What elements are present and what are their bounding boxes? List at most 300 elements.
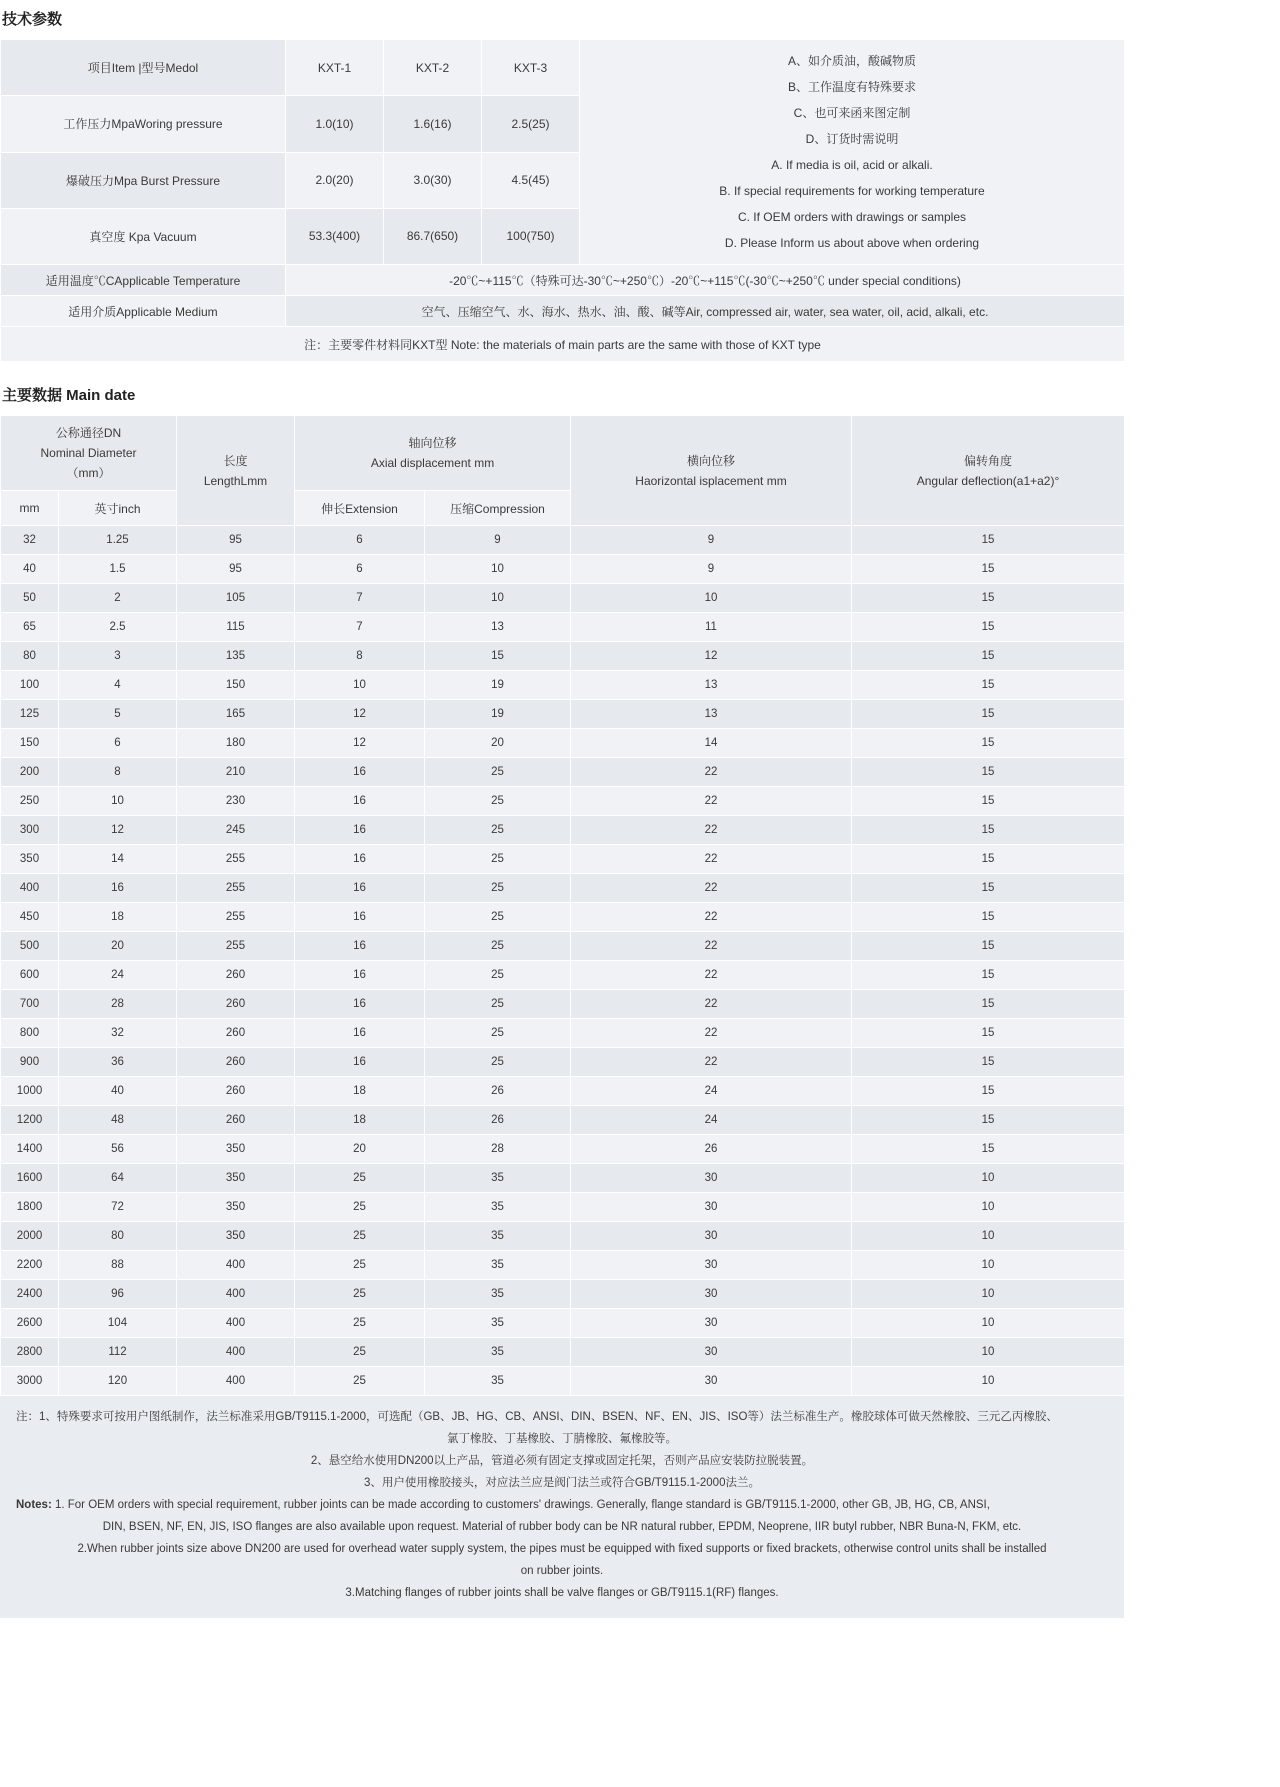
cell-horizontal: 9: [571, 555, 852, 584]
cell-compression: 35: [425, 1280, 571, 1309]
table-row: [1, 932, 1125, 961]
table-row: [1, 526, 1125, 555]
cell-horizontal: 26: [571, 1135, 852, 1164]
table-row: [1, 1048, 1125, 1077]
cell-angular: 15: [852, 642, 1125, 671]
cell-dn-mm: 2400: [1, 1280, 59, 1309]
cell-length: 230: [177, 787, 295, 816]
cell-compression: 9: [425, 526, 571, 555]
cell-extension: 16: [295, 816, 425, 845]
cell-dn-inch: 8: [59, 758, 177, 787]
cell-horizontal: 22: [571, 1048, 852, 1077]
table-row: [1, 1106, 1125, 1135]
cell-dn-mm: 3000: [1, 1367, 59, 1396]
tech-side-note-a-cn: A、如介质油，酸碱物质: [787, 54, 916, 68]
header-angular-deflection: [852, 416, 1125, 526]
tech-row-label-vacuum: 真空度 Kpa Vacuum: [1, 208, 286, 264]
cell-dn-inch: 104: [59, 1309, 177, 1338]
header-dn-line2: Nominal Diameter: [40, 446, 137, 460]
cell-extension: 6: [295, 555, 425, 584]
cell-extension: 25: [295, 1193, 425, 1222]
cell-dn-mm: 125: [1, 700, 59, 729]
cell-compression: 25: [425, 1019, 571, 1048]
cell-length: 255: [177, 845, 295, 874]
cell-length: 260: [177, 1077, 295, 1106]
cell-angular: 15: [852, 787, 1125, 816]
cell-length: 255: [177, 903, 295, 932]
table-row: [1, 874, 1125, 903]
cell-compression: 25: [425, 758, 571, 787]
table-row: [1, 584, 1125, 613]
cell-dn-inch: 88: [59, 1251, 177, 1280]
tech-cell: 4.5(45): [482, 152, 580, 208]
cell-length: 350: [177, 1135, 295, 1164]
cell-dn-mm: 250: [1, 787, 59, 816]
cell-horizontal: 22: [571, 758, 852, 787]
table-row: [1, 40, 1125, 96]
cell-dn-inch: 28: [59, 990, 177, 1019]
cell-compression: 10: [425, 555, 571, 584]
cell-horizontal: 30: [571, 1251, 852, 1280]
cell-extension: 25: [295, 1280, 425, 1309]
cell-dn-inch: 80: [59, 1222, 177, 1251]
cell-dn-mm: 1800: [1, 1193, 59, 1222]
cell-compression: 28: [425, 1135, 571, 1164]
table-row: [1, 265, 1125, 296]
cell-dn-inch: 1.5: [59, 555, 177, 584]
cell-angular: 15: [852, 1077, 1125, 1106]
cell-extension: 7: [295, 584, 425, 613]
cell-compression: 25: [425, 1048, 571, 1077]
tech-row-label-temperature: 适用温度℃CApplicable Temperature: [1, 265, 286, 296]
cell-dn-mm: 1600: [1, 1164, 59, 1193]
tech-cell: 2.5(25): [482, 96, 580, 152]
cell-angular: 15: [852, 961, 1125, 990]
header-horizontal-displacement: [571, 416, 852, 526]
table-row: [1, 903, 1125, 932]
cell-dn-mm: 600: [1, 961, 59, 990]
cell-length: 260: [177, 1019, 295, 1048]
cell-angular: 15: [852, 816, 1125, 845]
cell-compression: 26: [425, 1106, 571, 1135]
table-row: [1, 787, 1125, 816]
notes-label: Notes:: [16, 1499, 52, 1511]
notes-block: [0, 1396, 1124, 1618]
cell-dn-inch: 10: [59, 787, 177, 816]
cell-length: 180: [177, 729, 295, 758]
cell-dn-inch: 48: [59, 1106, 177, 1135]
cell-horizontal: 13: [571, 700, 852, 729]
table-row: [1, 1222, 1125, 1251]
cell-dn-mm: 100: [1, 671, 59, 700]
table-row: [1, 700, 1125, 729]
cell-extension: 25: [295, 1164, 425, 1193]
cell-angular: 15: [852, 1048, 1125, 1077]
cell-compression: 35: [425, 1164, 571, 1193]
cell-extension: 20: [295, 1135, 425, 1164]
cell-dn-inch: 96: [59, 1280, 177, 1309]
cell-dn-mm: 2800: [1, 1338, 59, 1367]
cell-dn-inch: 12: [59, 816, 177, 845]
note-en-2: 2.When rubber joints size above DN200 are used for overhead water supply system, the pipes must be equipped with fixed supports or fixed brackets, otherwise control units shall be installed: [77, 1543, 1047, 1555]
cell-dn-inch: 120: [59, 1367, 177, 1396]
cell-horizontal: 10: [571, 584, 852, 613]
cell-length: 260: [177, 1048, 295, 1077]
cell-angular: 10: [852, 1338, 1125, 1367]
cell-angular: 15: [852, 729, 1125, 758]
cell-dn-mm: 65: [1, 613, 59, 642]
header-length: [177, 416, 295, 526]
cell-dn-inch: 32: [59, 1019, 177, 1048]
table-row: [1, 1077, 1125, 1106]
cell-dn-inch: 4: [59, 671, 177, 700]
header-nominal-diameter: [1, 416, 177, 491]
cell-length: 150: [177, 671, 295, 700]
cell-angular: 10: [852, 1367, 1125, 1396]
cell-dn-inch: 20: [59, 932, 177, 961]
cell-dn-mm: 900: [1, 1048, 59, 1077]
cell-angular: 15: [852, 1135, 1125, 1164]
cell-compression: 35: [425, 1338, 571, 1367]
cell-angular: 10: [852, 1164, 1125, 1193]
cell-length: 255: [177, 932, 295, 961]
header-unit-mm: mm: [1, 491, 59, 526]
cell-angular: 10: [852, 1222, 1125, 1251]
table-row: [1, 1309, 1125, 1338]
cell-compression: 13: [425, 613, 571, 642]
cell-dn-mm: 80: [1, 642, 59, 671]
note-en-1b: DIN, BSEN, NF, EN, JIS, ISO flanges are also available upon request. Material of rubber body can be NR natural rubber, EPDM, Neoprene, IIR butyl rubber, NBR Buna-N, FKM, etc.: [102, 1521, 1022, 1533]
cell-horizontal: 22: [571, 787, 852, 816]
cell-horizontal: 22: [571, 1019, 852, 1048]
header-horizontal-line2: Haorizontal isplacement mm: [635, 473, 787, 488]
note-cn-3: 3、用户使用橡胶接头，对应法兰应是阀门法兰或符合GB/T9115.1-2000法兰。: [364, 1477, 760, 1489]
note-en-2b: on rubber joints.: [520, 1565, 604, 1577]
cell-dn-mm: 800: [1, 1019, 59, 1048]
note-cn-1: 注：1、特殊要求可按用户图纸制作，法兰标准采用GB/T9115.1-2000，可选配（GB、JB、HG、CB、ANSI、DIN、BSEN、NF、EN、JIS、ISO等）法兰标准生产。橡胶球体可做天然橡胶、三元乙丙橡胶、: [16, 1411, 1058, 1423]
cell-extension: 8: [295, 642, 425, 671]
table-row: [1, 729, 1125, 758]
table-row: [1, 671, 1125, 700]
cell-dn-inch: 72: [59, 1193, 177, 1222]
cell-horizontal: 30: [571, 1309, 852, 1338]
cell-horizontal: 30: [571, 1222, 852, 1251]
header-axial-displacement: [295, 416, 571, 491]
header-length-line1: 长度: [223, 453, 248, 468]
cell-length: 260: [177, 961, 295, 990]
cell-angular: 15: [852, 874, 1125, 903]
table-row: [1, 1367, 1125, 1396]
cell-dn-mm: 1000: [1, 1077, 59, 1106]
tech-row-label-medium: 适用介质Applicable Medium: [1, 296, 286, 327]
cell-length: 95: [177, 555, 295, 584]
cell-extension: 12: [295, 729, 425, 758]
table-row: [1, 1164, 1125, 1193]
cell-extension: 16: [295, 961, 425, 990]
cell-length: 210: [177, 758, 295, 787]
table-row: [1, 758, 1125, 787]
cell-compression: 25: [425, 961, 571, 990]
header-dn-line1: 公称通径DN: [55, 426, 122, 440]
cell-horizontal: 30: [571, 1193, 852, 1222]
cell-angular: 15: [852, 700, 1125, 729]
cell-length: 255: [177, 874, 295, 903]
cell-extension: 16: [295, 903, 425, 932]
header-unit-inch: 英寸inch: [59, 491, 177, 526]
cell-dn-inch: 56: [59, 1135, 177, 1164]
cell-horizontal: 9: [571, 526, 852, 555]
table-row: [1, 1135, 1125, 1164]
cell-compression: 35: [425, 1193, 571, 1222]
cell-dn-inch: 16: [59, 874, 177, 903]
cell-extension: 12: [295, 700, 425, 729]
header-axial-line1: 轴向位移: [408, 436, 457, 450]
header-length-line2: LengthLmm: [203, 473, 268, 488]
cell-dn-mm: 300: [1, 816, 59, 845]
cell-horizontal: 30: [571, 1338, 852, 1367]
cell-dn-inch: 3: [59, 642, 177, 671]
cell-length: 350: [177, 1193, 295, 1222]
main-data-table: [0, 415, 1125, 1396]
cell-dn-mm: 350: [1, 845, 59, 874]
cell-angular: 15: [852, 932, 1125, 961]
table-row: [1, 613, 1125, 642]
cell-compression: 35: [425, 1222, 571, 1251]
main-data-body: [1, 526, 1125, 1396]
cell-angular: 15: [852, 671, 1125, 700]
cell-compression: 25: [425, 932, 571, 961]
cell-horizontal: 22: [571, 816, 852, 845]
cell-angular: 15: [852, 555, 1125, 584]
cell-length: 115: [177, 613, 295, 642]
cell-extension: 16: [295, 787, 425, 816]
table-header-row: [1, 416, 1125, 491]
note-cn-1b: 氯丁橡胶、丁基橡胶、丁腈橡胶、氟橡胶等。: [447, 1433, 677, 1445]
cell-angular: 15: [852, 613, 1125, 642]
cell-extension: 25: [295, 1309, 425, 1338]
cell-compression: 10: [425, 584, 571, 613]
cell-angular: 15: [852, 584, 1125, 613]
cell-horizontal: 24: [571, 1106, 852, 1135]
cell-dn-mm: 700: [1, 990, 59, 1019]
cell-length: 135: [177, 642, 295, 671]
tech-row-value-temperature: -20℃~+115℃（特殊可达-30℃~+250℃）-20℃~+115℃(-30℃~+250℃ under special conditions): [286, 265, 1125, 296]
cell-length: 400: [177, 1251, 295, 1280]
cell-length: 95: [177, 526, 295, 555]
cell-horizontal: 22: [571, 874, 852, 903]
cell-dn-inch: 64: [59, 1164, 177, 1193]
spec-sheet-page: [0, 8, 1280, 1628]
cell-horizontal: 30: [571, 1280, 852, 1309]
cell-length: 350: [177, 1164, 295, 1193]
cell-length: 400: [177, 1280, 295, 1309]
cell-dn-inch: 112: [59, 1338, 177, 1367]
cell-angular: 15: [852, 1019, 1125, 1048]
cell-horizontal: 11: [571, 613, 852, 642]
cell-compression: 25: [425, 874, 571, 903]
table-row: [1, 816, 1125, 845]
table-row: [1, 961, 1125, 990]
cell-horizontal: 22: [571, 903, 852, 932]
cell-length: 400: [177, 1338, 295, 1367]
cell-dn-inch: 6: [59, 729, 177, 758]
cell-compression: 19: [425, 671, 571, 700]
tech-cell: 3.0(30): [384, 152, 482, 208]
cell-length: 245: [177, 816, 295, 845]
cell-dn-inch: 14: [59, 845, 177, 874]
cell-horizontal: 14: [571, 729, 852, 758]
cell-compression: 20: [425, 729, 571, 758]
tech-cell: 2.0(20): [286, 152, 384, 208]
cell-extension: 7: [295, 613, 425, 642]
cell-length: 400: [177, 1309, 295, 1338]
tech-row-label-working-pressure: 工作压力MpaWoring pressure: [1, 96, 286, 152]
cell-angular: 15: [852, 758, 1125, 787]
table-row: [1, 555, 1125, 584]
cell-dn-inch: 24: [59, 961, 177, 990]
cell-dn-mm: 2600: [1, 1309, 59, 1338]
cell-compression: 26: [425, 1077, 571, 1106]
cell-extension: 16: [295, 1019, 425, 1048]
tech-header-item: 项目Item |型号Medol: [1, 40, 286, 96]
table-row: [1, 327, 1125, 362]
cell-compression: 25: [425, 845, 571, 874]
cell-length: 260: [177, 990, 295, 1019]
cell-horizontal: 22: [571, 932, 852, 961]
cell-extension: 16: [295, 758, 425, 787]
cell-extension: 16: [295, 932, 425, 961]
tech-side-note-c-en: C. If OEM orders with drawings or samples: [737, 210, 967, 224]
cell-dn-mm: 32: [1, 526, 59, 555]
header-extension: 伸长Extension: [295, 491, 425, 526]
cell-extension: 16: [295, 845, 425, 874]
cell-dn-mm: 2000: [1, 1222, 59, 1251]
cell-extension: 16: [295, 990, 425, 1019]
cell-angular: 15: [852, 990, 1125, 1019]
cell-dn-inch: 36: [59, 1048, 177, 1077]
cell-dn-mm: 50: [1, 584, 59, 613]
cell-compression: 25: [425, 816, 571, 845]
tech-row-value-medium: 空气、压缩空气、水、海水、热水、油、酸、碱等Air, compressed air, water, sea water, oil, acid, alkali, etc.: [286, 296, 1125, 327]
tech-cell: 86.7(650): [384, 208, 482, 264]
cell-length: 165: [177, 700, 295, 729]
header-compression: 压缩Compression: [425, 491, 571, 526]
tech-side-note-b-cn: B、工作温度有特殊要求: [787, 80, 916, 94]
table-row: [1, 642, 1125, 671]
cell-dn-inch: 2: [59, 584, 177, 613]
note-cn-2: 2、悬空给水使用DN200以上产品，管道必须有固定支撑或固定托架，否则产品应安装防拉脱装置。: [310, 1455, 814, 1467]
cell-dn-mm: 500: [1, 932, 59, 961]
cell-horizontal: 30: [571, 1367, 852, 1396]
cell-extension: 16: [295, 1048, 425, 1077]
cell-horizontal: 22: [571, 961, 852, 990]
tech-header-model-2: KXT-2: [384, 40, 482, 96]
tech-cell: 1.6(16): [384, 96, 482, 152]
cell-dn-mm: 400: [1, 874, 59, 903]
cell-angular: 10: [852, 1280, 1125, 1309]
note-en-1: [16, 1494, 1108, 1516]
table-row: [1, 1280, 1125, 1309]
table-row: [1, 1338, 1125, 1367]
cell-compression: 19: [425, 700, 571, 729]
table-row: [1, 845, 1125, 874]
tech-side-note-d-cn: D、订货时需说明: [805, 132, 899, 146]
cell-dn-mm: 2200: [1, 1251, 59, 1280]
cell-compression: 35: [425, 1251, 571, 1280]
tech-side-notes: [580, 40, 1125, 265]
tech-footer-note: 注：主要零件材料同KXT型 Note: the materials of main parts are the same with those of KXT type: [1, 327, 1125, 362]
cell-length: 400: [177, 1367, 295, 1396]
tech-side-note-b-en: B. If special requirements for working temperature: [719, 184, 985, 198]
cell-horizontal: 30: [571, 1164, 852, 1193]
table-row: [1, 990, 1125, 1019]
tech-row-label-burst-pressure: 爆破压力Mpa Burst Pressure: [1, 152, 286, 208]
header-dn-line3: （mm）: [66, 466, 111, 480]
tech-cell: 100(750): [482, 208, 580, 264]
cell-angular: 15: [852, 845, 1125, 874]
cell-dn-inch: 2.5: [59, 613, 177, 642]
cell-extension: 10: [295, 671, 425, 700]
cell-angular: 10: [852, 1193, 1125, 1222]
cell-horizontal: 13: [571, 671, 852, 700]
cell-dn-mm: 40: [1, 555, 59, 584]
header-axial-line2: Axial displacement mm: [370, 456, 495, 470]
table-row: [1, 1193, 1125, 1222]
cell-angular: 15: [852, 526, 1125, 555]
main-data-title: 主要数据 Main date: [2, 387, 136, 404]
cell-compression: 35: [425, 1309, 571, 1338]
note-en-3: 3.Matching flanges of rubber joints shall be valve flanges or GB/T9115.1(RF) flanges.: [345, 1587, 779, 1599]
cell-compression: 25: [425, 990, 571, 1019]
note-en-1-text: 1. For OEM orders with special requirement, rubber joints can be made according to customers' drawings. Generally, flange standard is GB/T9115.1-2000, other GB, JB, HG, CB, ANSI,: [51, 1499, 990, 1511]
tech-cell: 1.0(10): [286, 96, 384, 152]
tech-header-model-3: KXT-3: [482, 40, 580, 96]
table-row: [1, 1019, 1125, 1048]
table-row: [1, 296, 1125, 327]
tech-side-note-d-en: D. Please Inform us about above when ordering: [724, 236, 980, 250]
cell-dn-mm: 1400: [1, 1135, 59, 1164]
cell-extension: 18: [295, 1077, 425, 1106]
cell-horizontal: 22: [571, 990, 852, 1019]
cell-dn-mm: 150: [1, 729, 59, 758]
cell-length: 260: [177, 1106, 295, 1135]
cell-compression: 35: [425, 1367, 571, 1396]
cell-horizontal: 12: [571, 642, 852, 671]
cell-compression: 15: [425, 642, 571, 671]
cell-dn-mm: 1200: [1, 1106, 59, 1135]
cell-compression: 25: [425, 787, 571, 816]
cell-angular: 15: [852, 1106, 1125, 1135]
cell-horizontal: 22: [571, 845, 852, 874]
cell-dn-inch: 5: [59, 700, 177, 729]
header-angular-line2: Angular deflection(a1+a2)°: [916, 473, 1060, 488]
cell-length: 105: [177, 584, 295, 613]
technical-parameters-table: [0, 39, 1125, 362]
cell-angular: 10: [852, 1309, 1125, 1338]
tech-header-model-1: KXT-1: [286, 40, 384, 96]
cell-dn-inch: 1.25: [59, 526, 177, 555]
technical-parameters-title: 技术参数: [2, 11, 63, 28]
cell-dn-inch: 40: [59, 1077, 177, 1106]
cell-angular: 10: [852, 1251, 1125, 1280]
tech-side-note-c-cn: C、也可来函来图定制: [793, 106, 911, 120]
cell-extension: 25: [295, 1338, 425, 1367]
cell-angular: 15: [852, 903, 1125, 932]
cell-dn-mm: 450: [1, 903, 59, 932]
cell-dn-mm: 200: [1, 758, 59, 787]
cell-compression: 25: [425, 903, 571, 932]
header-horizontal-line1: 横向位移: [686, 453, 735, 468]
